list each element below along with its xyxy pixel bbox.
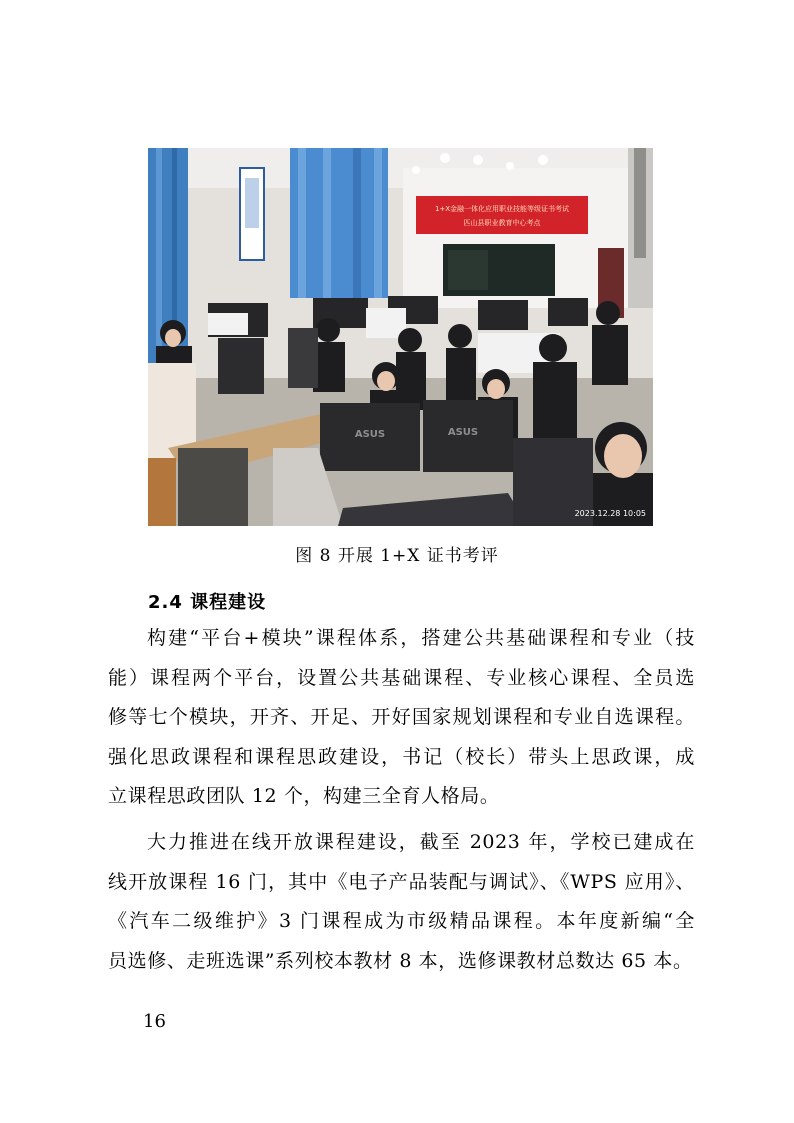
monitor-brand-right: ASUS <box>447 427 479 438</box>
paragraph-line: 能）课程两个平台，设置公共基础课程、专业核心课程、全员选 <box>108 666 695 689</box>
paragraph-line: 立课程思政团队 12 个，构建三全育人格局。 <box>108 785 500 807</box>
section-heading: 2.4 课程建设 <box>148 592 267 613</box>
banner-line1: 1+X金融一体化应用职业技能等级证书考试 <box>434 205 570 213</box>
paragraph-line: 大力推进在线开放课程建设，截至 2023 年，学校已建成在 <box>147 831 695 853</box>
paragraph-line: 线开放课程 16 门，其中《电子产品装配与调试》、《WPS 应用》、 <box>108 870 695 893</box>
classroom-photo <box>148 148 653 526</box>
paragraph-line: 《汽车二级维护》3 门课程成为市级精品课程。本年度新编“全 <box>108 910 695 932</box>
paragraph-online-courses <box>108 823 695 981</box>
classroom-illustration <box>148 148 653 526</box>
paragraph-line: 强化思政课程和课程思政建设，书记（校长）带头上思政课，成 <box>108 745 695 768</box>
paragraph-curriculum-system <box>108 619 695 817</box>
paragraph-line: 构建“平台+模块”课程体系，搭建公共基础课程和专业（技 <box>147 627 695 649</box>
exam-banner <box>416 196 588 234</box>
monitor-brand-left: ASUS <box>354 429 386 440</box>
banner-line2: 匹山县职业教育中心考点 <box>463 219 541 227</box>
figure-caption: 图 8 开展 1+X 证书考评 <box>295 546 499 566</box>
photo-timestamp: 2023.12.28 10:05 <box>574 509 646 518</box>
page-number: 16 <box>143 1011 166 1032</box>
paragraph-line: 员选修、走班选课”系列校本教材 8 本，选修课教材总数达 65 本。 <box>108 949 693 972</box>
paragraph-line: 修等七个模块，开齐、开足、开好国家规划课程和专业自选课程。 <box>108 706 695 728</box>
